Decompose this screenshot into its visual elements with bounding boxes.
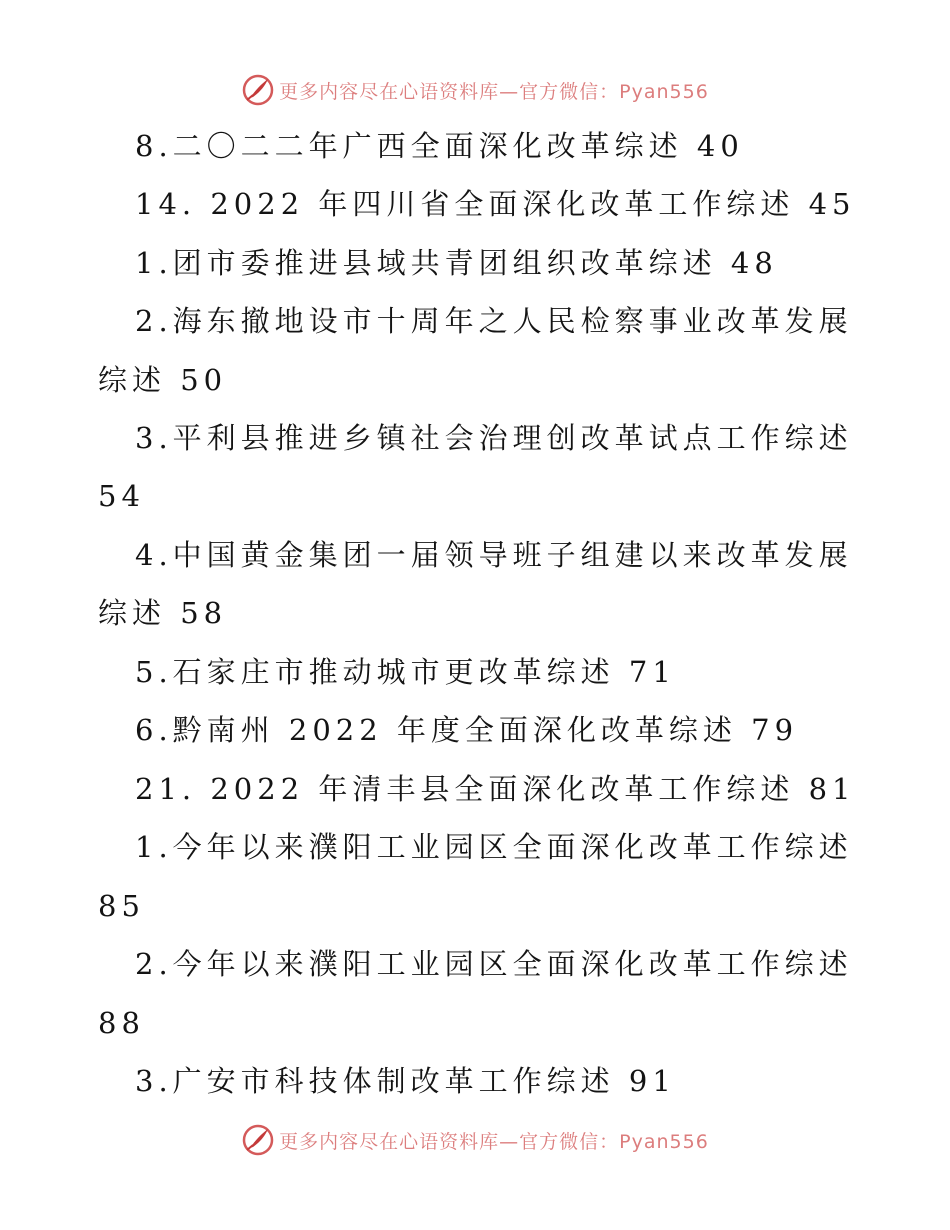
toc-line: 综述 58 xyxy=(98,596,228,630)
toc-line: 1.团市委推进县域共青团组织改革综述 48 xyxy=(135,246,778,280)
watermark-text: 更多内容尽在心语资料库—官方微信：Pyan556 xyxy=(279,1130,709,1153)
toc-line: 88 xyxy=(98,1006,145,1040)
toc-line: 8.二〇二二年广西全面深化改革综述 40 xyxy=(135,129,744,163)
toc-line: 综述 50 xyxy=(98,363,228,397)
toc-line: 85 xyxy=(98,889,145,923)
toc-line: 14. 2022 年四川省全面深化改革工作综述 45 xyxy=(135,187,856,221)
toc-line: 3.平利县推进乡镇社会治理创改革试点工作综述 xyxy=(135,421,853,455)
quill-logo-icon xyxy=(241,73,275,107)
toc-line: 2.今年以来濮阳工业园区全面深化改革工作综述 xyxy=(135,947,853,981)
toc-line: 54 xyxy=(98,479,145,513)
toc-line: 21. 2022 年清丰县全面深化改革工作综述 81 xyxy=(135,772,856,806)
header-watermark xyxy=(0,70,950,110)
toc-line: 3.广安市科技体制改革工作综述 91 xyxy=(135,1064,676,1098)
toc-line: 5.石家庄市推动城市更改革综述 71 xyxy=(135,655,676,689)
footer-watermark xyxy=(0,1120,950,1160)
toc-line: 2.海东撤地设市十周年之人民检察事业改革发展 xyxy=(135,304,853,338)
toc-line: 6.黔南州 2022 年度全面深化改革综述 79 xyxy=(135,713,799,747)
watermark-text: 更多内容尽在心语资料库—官方微信：Pyan556 xyxy=(279,80,709,103)
toc-line: 4.中国黄金集团一届领导班子组建以来改革发展 xyxy=(135,538,853,572)
quill-logo-icon xyxy=(241,1123,275,1157)
toc-line: 1.今年以来濮阳工业园区全面深化改革工作综述 xyxy=(135,830,853,864)
